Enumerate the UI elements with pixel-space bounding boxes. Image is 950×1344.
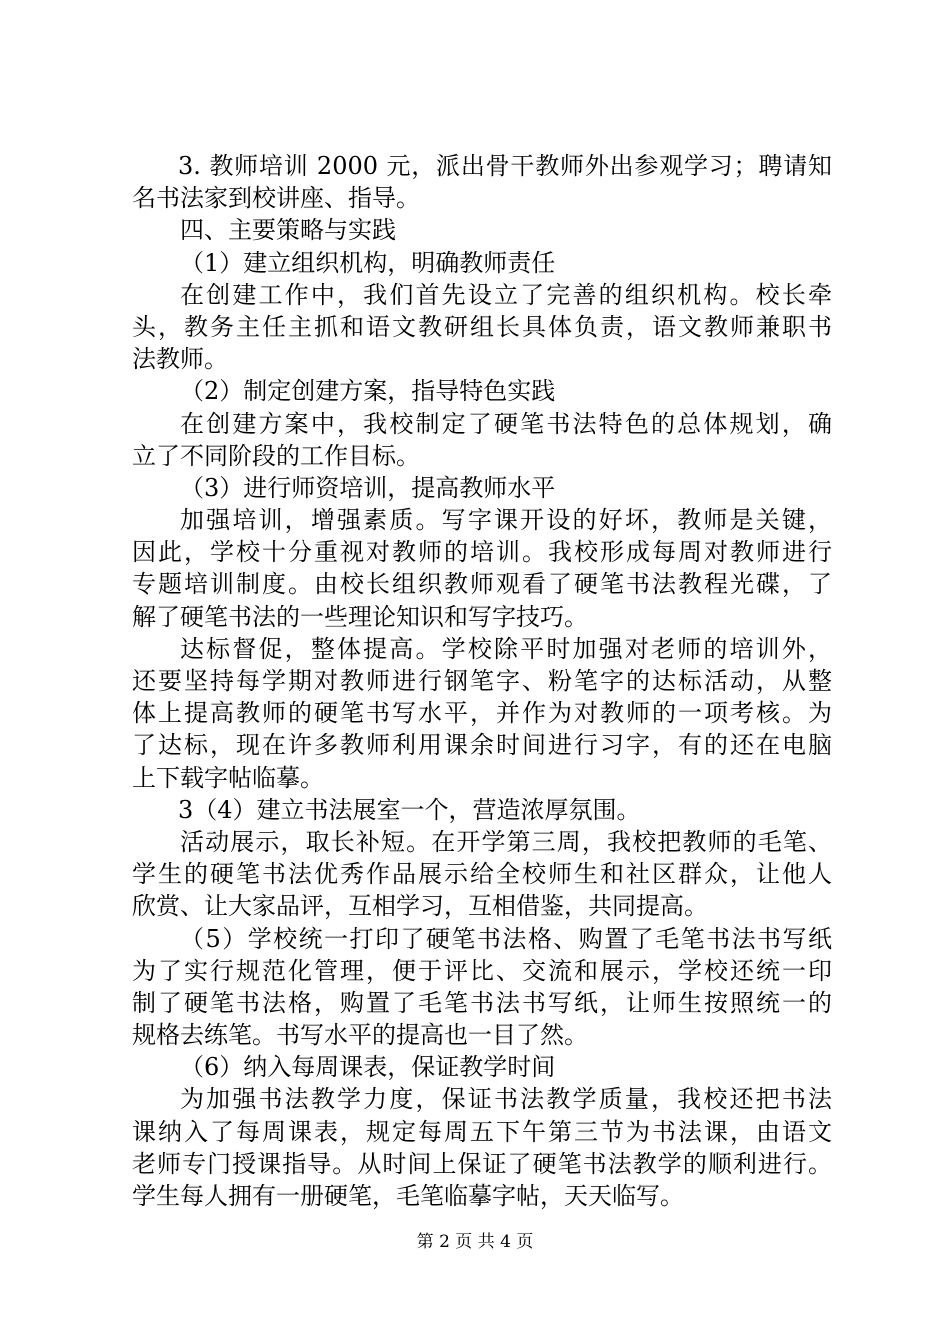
text-line: （6）纳入每周课表，保证教学时间 [180,1053,556,1082]
text-line: 3. 教师培训 2000 元，派出骨干教师外出参观学习；聘请知 [178,152,832,180]
text-line: 在创建方案中，我校制定了硬笔书法特色的总体规划，确 [180,409,832,438]
text-line: （2）制定创建方案，指导特色实践 [180,377,556,406]
text-line: 活动展示，取长补短。在开学第三周，我校把教师的毛笔、 [180,827,832,856]
text-line: 为加强书法教学力度，保证书法教学质量，我校还把书法 [180,1085,832,1114]
text-line: 四、主要策略与实践 [180,216,396,245]
text-line: 上下载字帖临摹。 [132,763,324,792]
text-line: 了达标，现在许多教师利用课余时间进行习字，有的还在电脑 [132,731,832,760]
text-line: 学生的硬笔书法优秀作品展示给全校师生和社区群众，让他人 [132,860,832,889]
text-line: 专题培训制度。由校长组织教师观看了硬笔书法教程光碟，了 [132,570,832,599]
text-line: 在创建工作中，我们首先设立了完善的组织机构。校长牵 [180,280,832,309]
text-line: 课纳入了每周课表，规定每周五下午第三节为书法课，由语文 [132,1117,832,1146]
text-line: 为了实行规范化管理，便于评比、交流和展示，学校还统一印 [132,956,832,985]
text-line: （1）建立组织机构，明确教师责任 [180,248,556,277]
text-line: 头，教务主任主抓和语文教研组长具体负责，语文教师兼职书 [132,312,832,341]
text-line: 学生每人拥有一册硬笔，毛笔临摹字帖，天天临写。 [132,1182,684,1210]
document-body [132,150,832,1212]
text-line: 因此，学校十分重视对教师的培训。我校形成每周对教师进行 [132,538,832,567]
text-line: 还要坚持每学期对教师进行钢笔字、粉笔字的达标活动，从整 [132,667,832,695]
text-line: 规格去练笔。书写水平的提高也一目了然。 [132,1021,588,1050]
text-line: 欣赏、让大家品评，互相学习，互相借鉴，共同提高。 [132,892,708,921]
text-line: 加强培训，增强素质。写字课开设的好坏，教师是关键， [180,506,832,535]
page-footer: 第 2 页 共 4 页 [416,1232,534,1252]
text-line: （5）学校统一打印了硬笔书法格、购置了毛笔书法书写纸 [180,924,832,953]
text-line: 立了不同阶段的工作目标。 [132,441,420,470]
text-line: （3）进行师资培训，提高教师水平 [180,473,556,502]
text-line: 体上提高教师的硬笔书写水平，并作为对教师的一项考核。为 [132,699,832,728]
text-line: 名书法家到校讲座、指导。 [132,184,420,213]
text-line: 法教师。 [132,345,228,374]
text-line: 解了硬笔书法的一些理论知识和写字技巧。 [132,602,588,631]
text-line: 3（4）建立书法展室一个，营造浓厚氛围。 [178,795,641,824]
text-line: 达标督促，整体提高。学校除平时加强对老师的培训外， [180,634,832,663]
text-line: 老师专门授课指导。从时间上保证了硬笔书法教学的顺利进行。 [132,1149,832,1178]
text-line: 制了硬笔书法格，购置了毛笔书法书写纸，让师生按照统一的 [132,988,832,1017]
